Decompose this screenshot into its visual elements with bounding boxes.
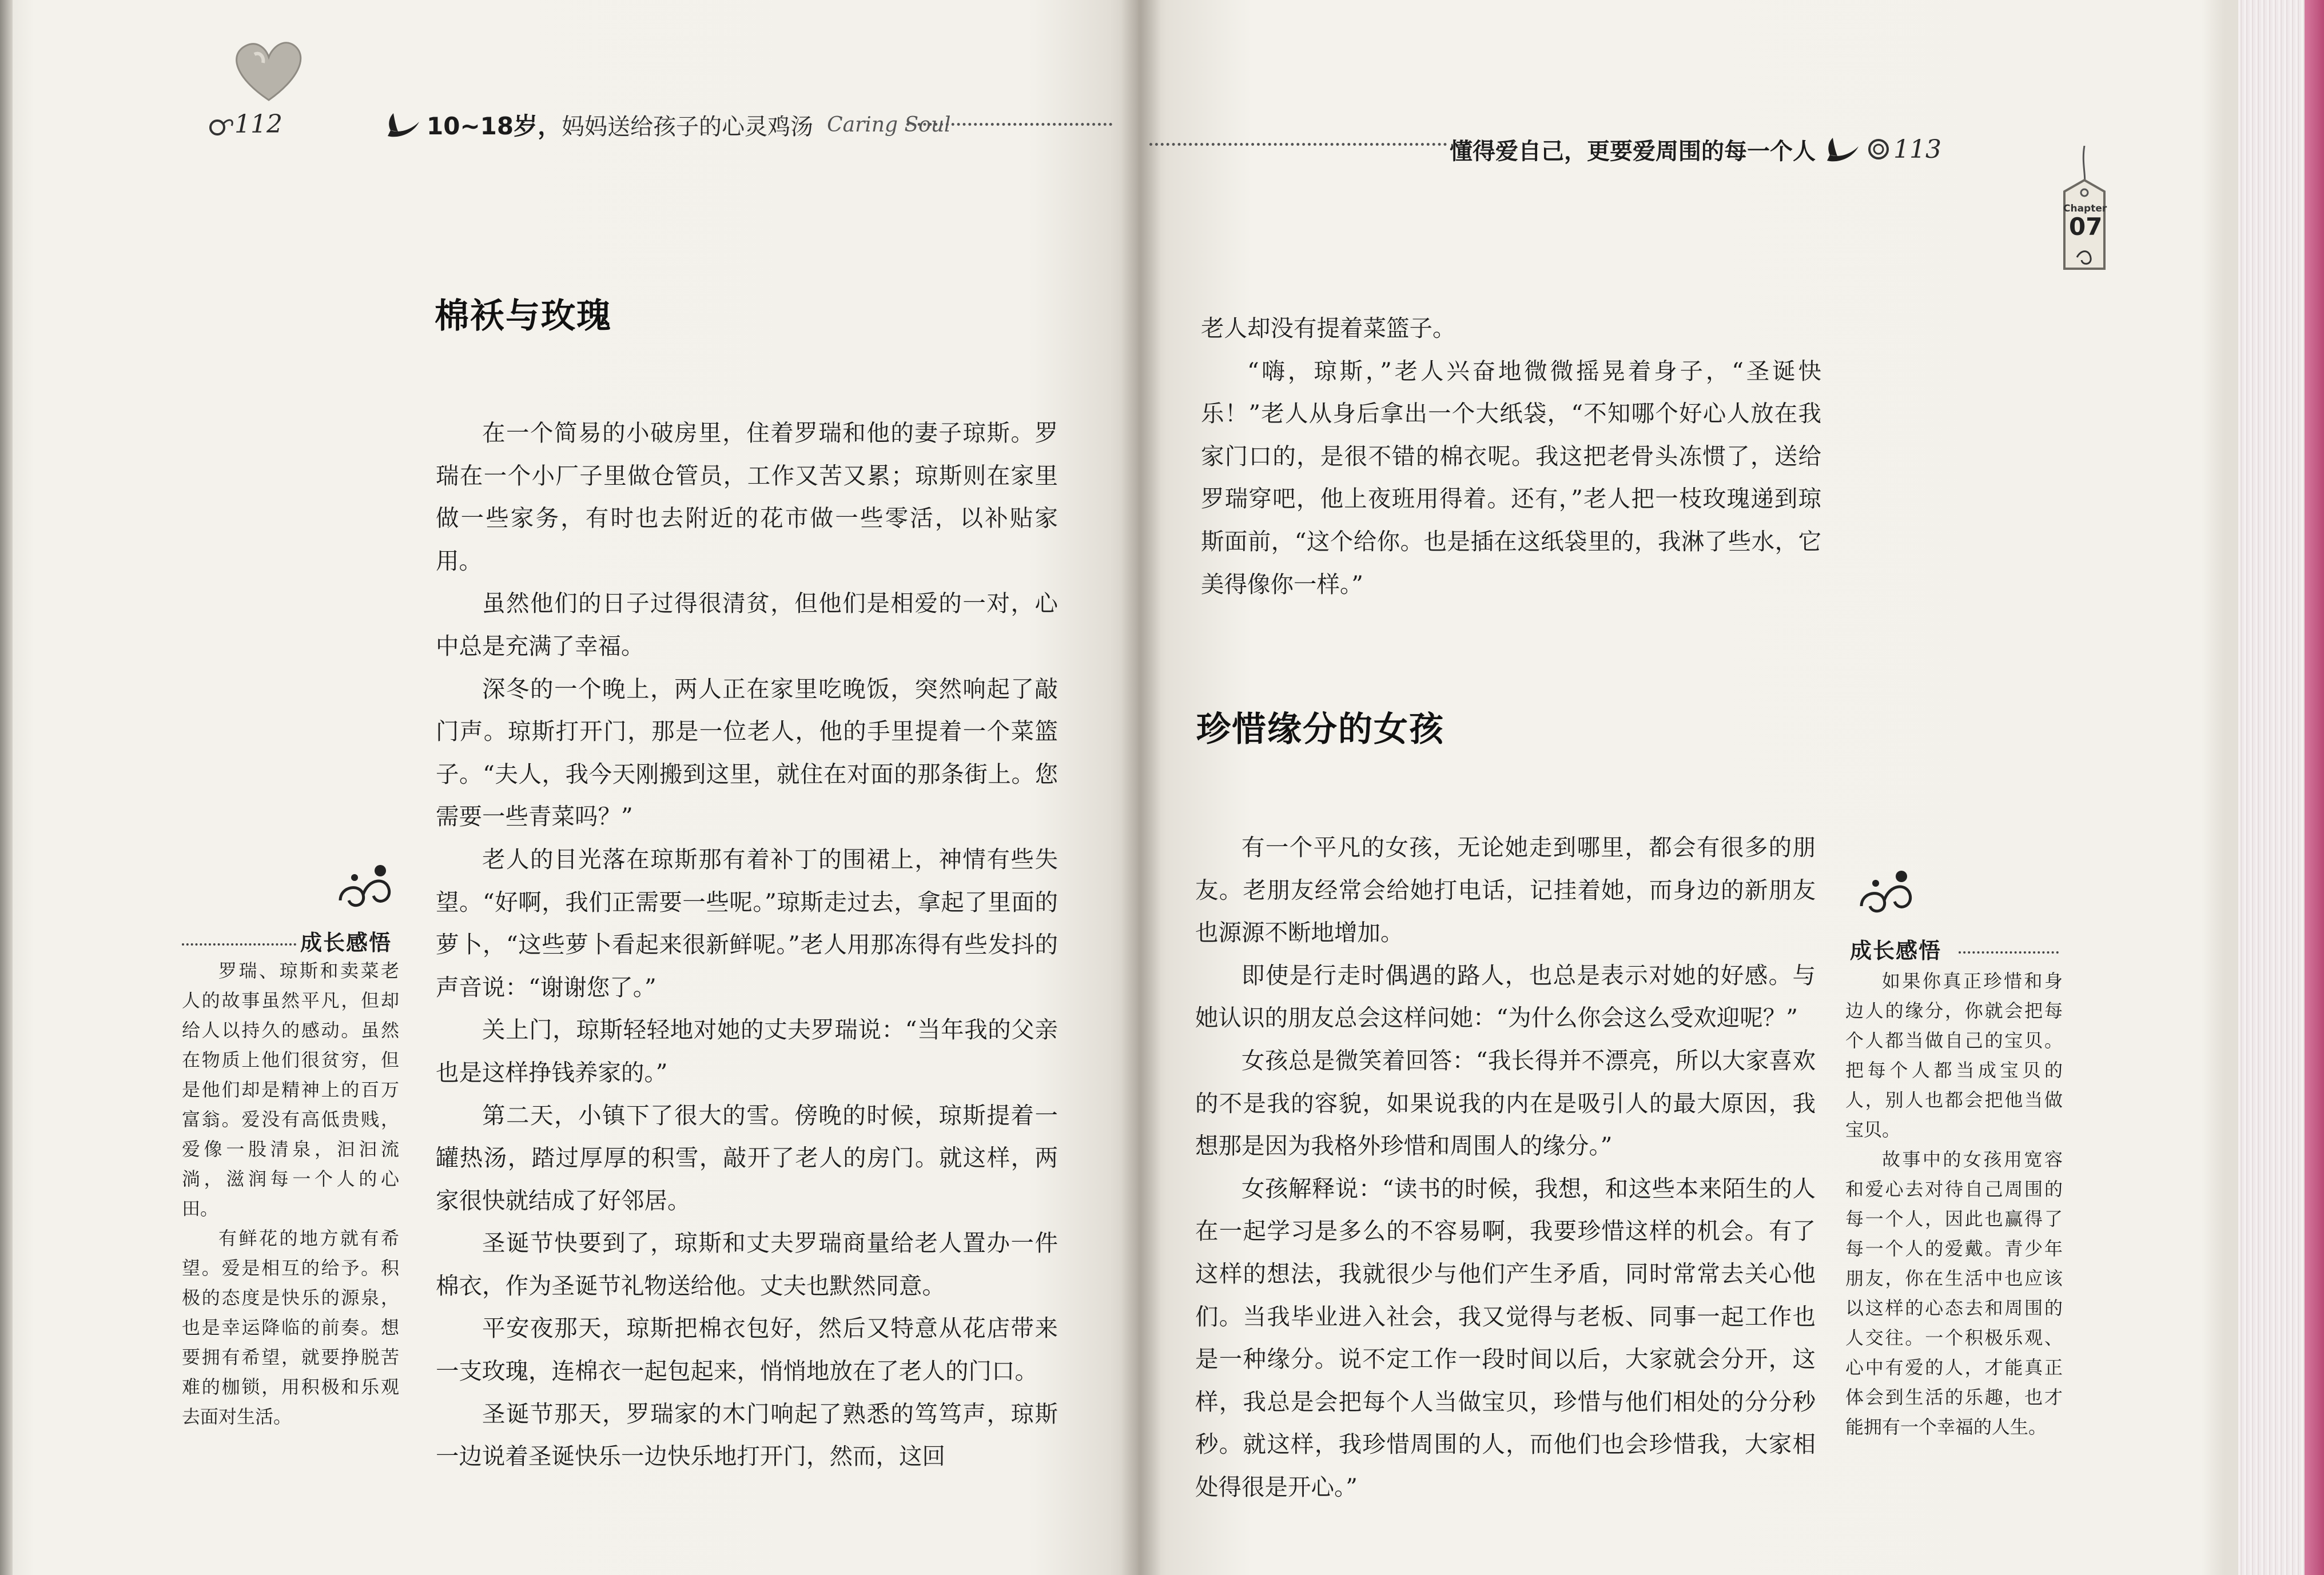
running-header (1450, 129, 1941, 169)
cover-edge (2305, 0, 2324, 1575)
page-number: 112 (234, 110, 282, 139)
paragraph: 深冬的一个晚上，两人正在家里吃晚饭，突然响起了敲门声。琼斯打开门，那是一位老人，他的手里提着一个菜篮子。“夫人，我今天刚搬到这里，就住在对面的那条街上。您需要一些青菜吗？” (436, 675, 1058, 831)
paragraph: 在一个简易的小破房里，住着罗瑞和他的妻子琼斯。罗瑞在一个小厂子里做仓管员，工作又苦又累；琼斯则在家里做一些家务，有时也去附近的花市做一些零活，以补贴家用。 (436, 419, 1058, 575)
paragraph: “嗨，琼斯，”老人兴奋地微微摇晃着身子，“圣诞快乐！”老人从身后拿出一个大纸袋，“不知哪个好心人放在我家门口的，是很不错的棉衣呢。我这把老骨头冻惯了，送给罗瑞穿吧，他上夜班用得着。还有，”老人把一枝玫瑰递到琼斯面前，“这个给你。也是插在这纸袋里的，我淋了些水，它美得像你一样。” (1201, 357, 1821, 598)
heart-ornament-icon (229, 31, 309, 117)
right-page (1138, 0, 2324, 1575)
sidebar-paragraph: 有鲜花的地方就有希望。爱是相互的给予。积极的态度是快乐的源泉，也是幸运降临的前奏。想要拥有希望，就要挣脱苦难的枷锁，用积极和乐观去面对生活。 (182, 1227, 399, 1428)
sidebar-text (1845, 966, 2063, 1442)
sidebar-paragraph: 故事中的女孩用宽容和爱心去对待自己周围的每一个人，因此也赢得了每一个人的爱戴。青少年朋友，你在生活中也应该以这样的心态去和周围的人交往。一个积极乐观、心中有爱的人，才能真正体会到生活的乐趣，也才能拥有一个幸福的人生。 (1845, 1149, 2063, 1438)
paragraph: 有一个平凡的女孩，无论她走到哪里，都会有很多的朋友。老朋友经常会给她打电话，记挂着她，而身边的新朋友也源源不断地增加。 (1195, 834, 1816, 947)
sidebar-label: 成长感悟 (1850, 938, 1942, 963)
paragraph: 第二天，小镇下了很大的雪。傍晚的时候，琼斯提着一罐热汤，踏过厚厚的积雪，敲开了老人的房门。就这样，两家很快就结成了好邻居。 (436, 1101, 1058, 1214)
page-edges (2238, 0, 2324, 1575)
paragraph: 老人却没有提着菜篮子。 (1201, 314, 1456, 342)
page-swirl-icon (203, 111, 237, 140)
sidebar-rule (182, 943, 296, 946)
sidebar-text (182, 956, 399, 1432)
sidebar-paragraph: 罗瑞、琼斯和卖菜老人的故事虽然平凡，但却给人以持久的感动。虽然在物质上他们很贫穷，但是他们却是精神上的百万富翁。爱没有高低贵贱，爱像一股清泉，汩汩流淌，滋润每一个人的心田。 (182, 960, 399, 1219)
header-script: Caring Soul (827, 113, 951, 137)
page-number: 113 (1893, 134, 1941, 164)
paragraph: 关上门，琼斯轻轻地对她的丈夫罗瑞说：“当年我的父亲也是这样挣钱养家的。” (436, 1016, 1058, 1086)
paragraph: 平安夜那天，琼斯把棉衣包好，然后又特意从花店带来一支玫瑰，连棉衣一起包起来，悄悄地放在了老人的门口。 (436, 1314, 1058, 1385)
paragraph: 圣诞节那天，罗瑞家的木门响起了熟悉的笃笃声，琼斯一边说着圣诞快乐一边快乐地打开门，然而，这回 (436, 1399, 1058, 1470)
leaf-icon (1821, 132, 1861, 166)
running-header (382, 105, 951, 145)
paragraph: 即使是行走时偶遇的路人，也总是表示对她的好感。与她认识的朋友总会这样问她：“为什么你会这么受欢迎呢？” (1195, 961, 1816, 1032)
sidebar-label: 成长感悟 (300, 930, 392, 955)
swirl-ornament-icon (329, 860, 397, 918)
paragraph: 女孩解释说：“读书的时候，我想，和这些本来陌生的人在一起学习是多么的不容易啊，我要珍惜这样的机会。有了这样的想法，我就很少与他们产生矛盾，同时常常去关心他们。当我毕业进入社会，我又觉得与老板、同事一起工作也是一种缘分。说不定工作一段时间以后，大家就会分开，这样，我总是会把每个人当做宝贝，珍惜与他们相处的分分秒秒。就这样，我珍惜周围的人，而他们也会珍惜我，大家相处得很是开心。” (1195, 1174, 1816, 1501)
book-gutter (1121, 0, 1161, 1575)
article-body (436, 412, 1058, 1478)
header-title: 妈妈送给孩子的心灵鸡汤 (562, 113, 814, 140)
sidebar-paragraph: 如果你真正珍惜和身边人的缘分，你就会把每个人都当做自己的宝贝。把每个人都当成宝贝的人，别人也都会把他当做宝贝。 (1845, 970, 2063, 1141)
header-title: 懂得爱自己，更要爱周围的每一个人 (1450, 138, 1816, 165)
article-title: 棉袄与玫瑰 (435, 296, 612, 336)
article-body (1195, 826, 1816, 1509)
left-page (0, 0, 1138, 1575)
paragraph: 虽然他们的日子过得很清贫，但他们是相爱的一对，心中总是充满了幸福。 (436, 589, 1058, 660)
header-rule (1149, 143, 1447, 146)
article-body-continued (1201, 307, 1821, 605)
chapter-number: 07 (2069, 213, 2103, 241)
book-edge (0, 0, 13, 1575)
paragraph: 圣诞节快要到了，琼斯和丈夫罗瑞商量给老人置办一件棉衣，作为圣诞节礼物送给他。丈夫也默然同意。 (436, 1229, 1058, 1299)
swirl-ornament-icon (1850, 866, 1919, 923)
page-swirl-icon (1866, 137, 1891, 162)
article-title: 珍惜缘分的女孩 (1196, 709, 1444, 749)
sidebar-rule (1959, 951, 2059, 954)
paragraph: 老人的目光落在琼斯那有着补丁的围裙上，神情有些失望。“好啊，我们正需要一些呢。”琼斯走过去，拿起了里面的萝卜，“这些萝卜看起来很新鲜呢。”老人用那冻得有些发抖的声音说：“谢谢您了。” (436, 845, 1058, 1001)
header-rule (906, 123, 1112, 126)
leaf-icon (382, 107, 422, 142)
paragraph: 女孩总是微笑着回答：“我长得并不漂亮，所以大家喜欢的不是我的容貌，如果说我的内在是吸引人的最大原因，我想那是因为我格外珍惜和周围人的缘分。” (1195, 1046, 1816, 1160)
chapter-label: Chapter (2063, 203, 2107, 214)
header-title-bold: 10~18岁， (427, 112, 562, 140)
